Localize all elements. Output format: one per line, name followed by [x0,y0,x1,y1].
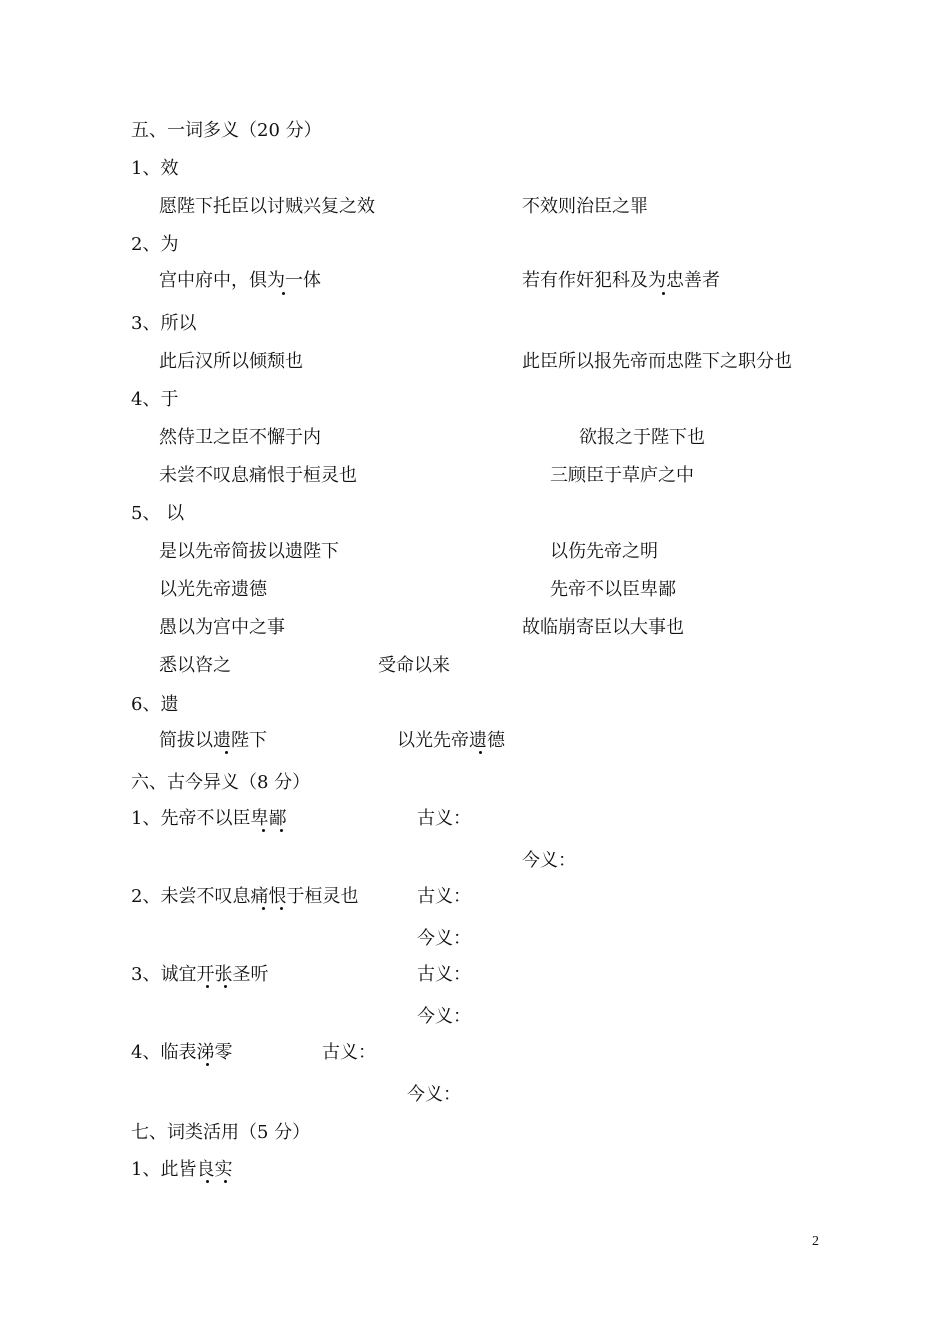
example-sentence: 愚以为宫中之事 [159,617,285,638]
emphasis-dot [662,292,665,295]
item-number: 5、 以 [131,503,185,524]
emphasis-dot [262,829,265,832]
example-sentence: 三顾臣于草庐之中 [550,465,694,486]
example-sentence: 宫中府中，俱为一体 [159,270,321,291]
emphasis-dot [280,907,283,910]
example-sentence: 以光先帝遗德 [159,579,267,600]
section-heading-ancient-modern: 六、古今异义（8 分） [131,772,311,793]
emphasis-dot [225,751,228,754]
modern-meaning-label: 今义： [407,1084,461,1105]
emphasis-dot [282,292,285,295]
example-sentence: 不效则治臣之罪 [522,196,648,217]
question-sentence: 1、此皆良实 [131,1159,233,1180]
example-sentence: 故临崩寄臣以大事也 [522,617,684,638]
page-number: 2 [812,1234,819,1249]
example-sentence: 愿陛下托臣以讨贼兴复之效 [159,196,375,217]
item-number: 4、于 [131,389,179,410]
question-sentence: 3、诚宜开张圣听 [131,964,269,985]
emphasis-dot [206,985,209,988]
example-sentence: 以伤先帝之明 [550,541,658,562]
example-sentence: 悉以咨之 [159,655,231,676]
emphasis-dot [224,985,227,988]
question-sentence: 4、临表涕零 [131,1042,233,1063]
emphasis-dot [280,829,283,832]
example-sentence: 未尝不叹息痛恨于桓灵也 [159,465,357,486]
emphasis-dot [479,751,482,754]
modern-meaning-label: 今义： [417,1006,471,1027]
item-number: 6、遗 [131,694,179,715]
example-sentence: 受命以来 [378,655,450,676]
example-sentence: 是以先帝简拔以遗陛下 [159,541,339,562]
modern-meaning-label: 今义： [417,928,471,949]
example-sentence: 此臣所以报先帝而忠陛下之职分也 [522,351,792,372]
item-number: 3、所以 [131,313,197,334]
item-number: 2、为 [131,234,179,255]
ancient-meaning-label: 古义： [417,964,471,985]
section-heading-word-class: 七、词类活用（5 分） [131,1122,311,1143]
example-sentence: 简拔以遗陛下 [159,730,267,751]
emphasis-dot [206,1180,209,1183]
example-sentence: 此后汉所以倾颓也 [159,351,303,372]
section-heading-polysemy: 五、一词多义（20 分） [131,120,322,141]
ancient-meaning-label: 古义： [417,808,471,829]
emphasis-dot [224,1180,227,1183]
question-sentence: 1、先帝不以臣卑鄙 [131,808,287,829]
ancient-meaning-label: 古义： [417,886,471,907]
example-sentence: 然侍卫之臣不懈于内 [159,427,321,448]
modern-meaning-label: 今义： [522,850,576,871]
example-sentence: 以光先帝遗德 [397,730,505,751]
question-sentence: 2、未尝不叹息痛恨于桓灵也 [131,886,359,907]
example-sentence: 欲报之于陛下也 [579,427,705,448]
emphasis-dot [206,1063,209,1066]
ancient-meaning-label: 古义： [322,1042,376,1063]
example-sentence: 先帝不以臣卑鄙 [550,579,676,600]
item-number: 1、效 [131,158,179,179]
example-sentence: 若有作奸犯科及为忠善者 [522,270,720,291]
emphasis-dot [262,907,265,910]
